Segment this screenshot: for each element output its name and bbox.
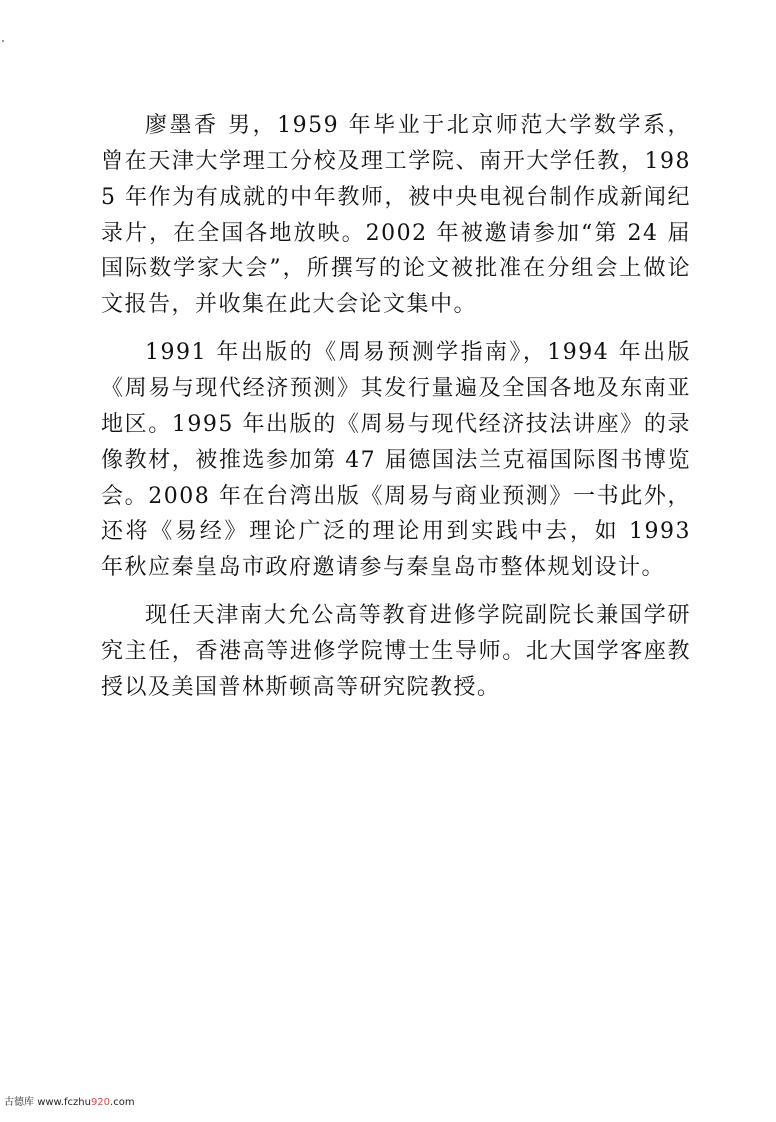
scan-speck [2,40,4,42]
footer-site-name: 古德库 [4,1097,34,1108]
paragraph-publications: 1991 年出版的《周易预测学指南》，1994 年出版《周易与现代经济预测》其发行量遍及全国各地及东南亚地区。1995 年出版的《周易与现代经济技法讲座》的录像教材，被推选参加第 47 届德国法兰克福国际图书博览会。2008 年在台湾出版《周易与商业预测》一书此外，还将《易经》理论广泛的理论用到实践中去，如 1993 年秋应秦皇岛市政府邀请参与秦皇岛市整体规划设计。 [101,340,691,581]
footer-url[interactable] [37,1097,134,1108]
footer-url-suffix: .com [110,1097,135,1108]
paragraph-education: 廖墨香 男，1959 年毕业于北京师范大学数学系，曾在天津大学理工分校及理工学院、南开大学任教，1985 年作为有成就的中年教师，被中央电视台制作成新闻纪录片，在全国各地放映。2002 年被邀请参加“第 24 届国际数学家大会”，所撰写的论文被批准在分组会上做论文报告，并收集在此大会论文集中。 [101,113,691,318]
page-footer [4,1093,135,1108]
footer-url-accent: 920 [90,1097,111,1108]
footer-url-prefix: www.fczhu [37,1097,91,1108]
biography-text [101,108,691,718]
paragraph-current-position: 现任天津南大允公高等教育进修学院副院长兼国学研究主任，香港高等进修学院博士生导师。北大国学客座教授以及美国普林斯顿高等研究院教授。 [101,603,691,700]
